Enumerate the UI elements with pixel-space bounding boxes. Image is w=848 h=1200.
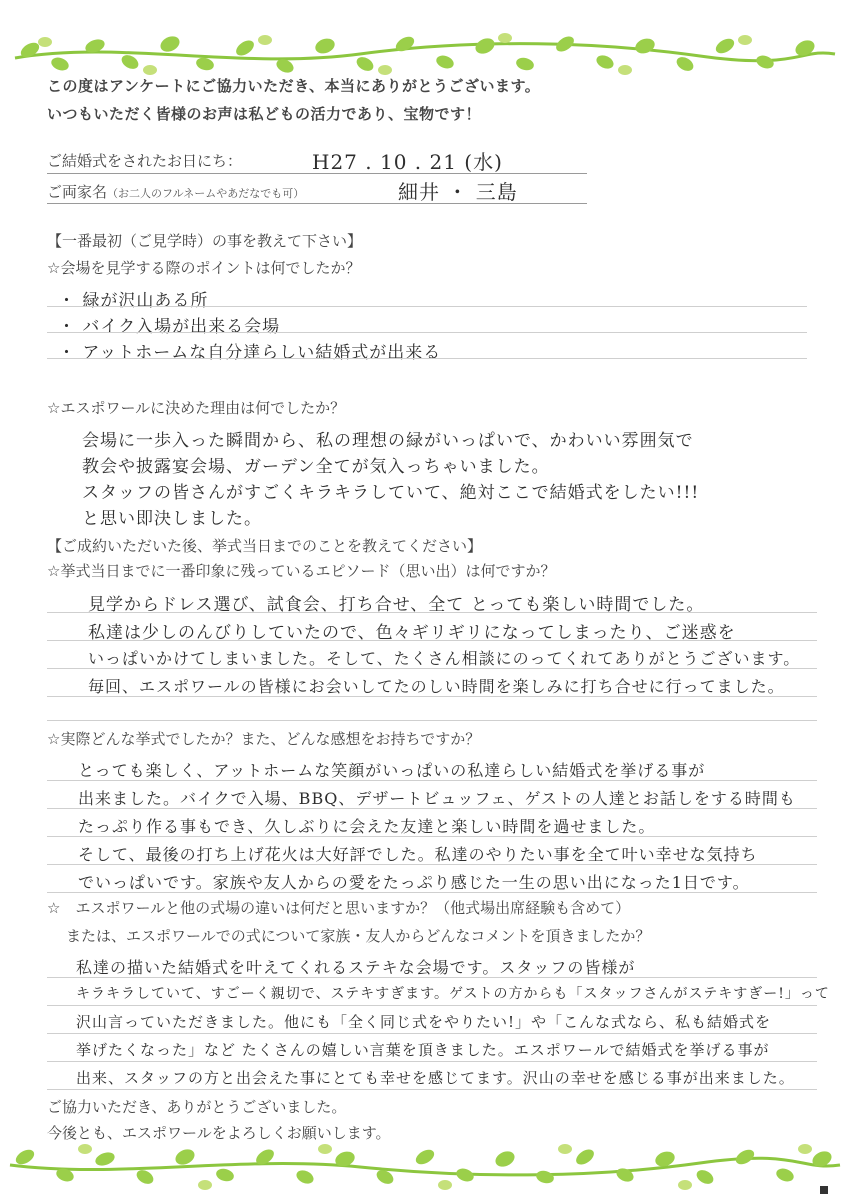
answer-rule bbox=[47, 640, 817, 641]
section2-question-3a: ☆ エスポワールと他の式場の違いは何だと思いますか？（他式場出席経験も含めて） bbox=[47, 899, 631, 917]
answer-rule bbox=[47, 1033, 817, 1034]
answer-line: 出来、スタッフの方と出会えた事にとても幸せを感じてます。沢山の幸せを感じる事が出来ました。 bbox=[76, 1069, 795, 1087]
answer-rule bbox=[47, 1061, 817, 1062]
section2-question-2: ☆実際どんな挙式でしたか？また、どんな感想をお持ちですか？ bbox=[47, 730, 481, 748]
family-underline bbox=[47, 203, 587, 204]
answer-rule bbox=[47, 696, 817, 697]
answer-rule bbox=[47, 836, 817, 837]
answer-line: スタッフの皆さんがすごくキラキラしていて、絶対ここで結婚式をしたい!!! bbox=[82, 483, 700, 503]
answer-rule bbox=[47, 332, 807, 333]
answer-line: 会場に一歩入った瞬間から、私の理想の緑がいっぱいで、かわいい雰囲気で bbox=[82, 431, 694, 451]
answer-rule bbox=[47, 306, 807, 307]
answer-line: 毎回、エスポワールの皆様にお会いしてたのしい時間を楽しみに打ち合せに行ってました。 bbox=[88, 677, 785, 696]
answer-rule bbox=[47, 892, 817, 893]
answer-rule bbox=[47, 780, 817, 781]
wedding-date-label: ご結婚式をされたお日にち： bbox=[47, 152, 243, 170]
footer-line-2: 今後とも、エスポワールをよろしくお願いします。 bbox=[47, 1124, 391, 1142]
answer-line: でいっぱいです。家族や友人からの愛をたっぷり感じた一生の思い出になった1日です。 bbox=[78, 873, 750, 892]
answer-rule bbox=[47, 668, 817, 669]
family-name-label-text: ご両家名 bbox=[47, 183, 108, 201]
footer-line-1: ご協力いただき、ありがとうございました。 bbox=[47, 1098, 347, 1116]
wedding-date-value: H27 . 10 . 21 (水) bbox=[312, 150, 503, 174]
answer-line: たっぷり作る事もでき、久しぶりに会えた友達と楽しい時間を過せました。 bbox=[78, 817, 656, 836]
family-name-label bbox=[47, 181, 304, 202]
intro-line-1: この度はアンケートにご協力いただき、本当にありがとうございます。 bbox=[47, 77, 541, 95]
answer-line: 見学からドレス選び、試食会、打ち合せ、全て とっても楽しい時間でした。 bbox=[88, 595, 705, 615]
family-name-note: （お二人のフルネームやあだなでも可） bbox=[107, 187, 305, 200]
section1-title: 【一番最初（ご見学時）の事を教えて下さい】 bbox=[47, 232, 363, 250]
section1-question-2: ☆エスポワールに決めた理由は何でしたか？ bbox=[47, 399, 346, 417]
answer-line: とっても楽しく、アットホームな笑顔がいっぱいの私達らしい結婚式を挙げる事が bbox=[78, 761, 706, 780]
section2-question-1: ☆挙式当日までに一番印象に残っているエピソード（思い出）は何ですか？ bbox=[47, 562, 556, 580]
date-underline bbox=[47, 173, 587, 174]
section1-question-1: ☆会場を見学する際のポイントは何でしたか？ bbox=[47, 259, 361, 277]
answer-line: ・ バイク入場が出来る会場 bbox=[58, 317, 281, 337]
answer-line: 沢山言っていただきました。他にも「全く同じ式をやりたい!」や「こんな式なら、私も結婚式を bbox=[76, 1013, 772, 1031]
answer-line: ・ アットホームな自分達らしい結婚式が出来る bbox=[58, 343, 442, 363]
answer-line: 私達の描いた結婚式を叶えてくれるステキな会場です。スタッフの皆様が bbox=[76, 958, 636, 977]
answer-rule bbox=[47, 864, 817, 865]
answer-rule bbox=[47, 1005, 817, 1006]
answer-line: 出来ました。バイクで入場、BBQ、デザートビュッフェ、ゲストの人達とお話しをする時間も bbox=[78, 789, 796, 808]
answer-line: キラキラしていて、すごーく親切で、ステキすぎます。ゲストの方からも「スタッフさんがステキすぎー!」って bbox=[76, 986, 830, 1002]
answer-line: 私達は少しのんびりしていたので、色々ギリギリになってしまったり、ご迷惑を bbox=[88, 623, 736, 643]
answer-rule bbox=[47, 612, 817, 613]
corner-mark bbox=[820, 1186, 828, 1194]
bottom-vine-decoration bbox=[0, 1135, 848, 1195]
answer-rule bbox=[47, 358, 807, 359]
answer-rule bbox=[47, 808, 817, 809]
answer-rule bbox=[47, 977, 817, 978]
top-vine-decoration bbox=[0, 20, 848, 80]
answer-line: ・ 緑が沢山ある所 bbox=[58, 291, 209, 311]
family-name-value: 細井 ・ 三島 bbox=[398, 180, 518, 204]
answer-line: と思い即決しました。 bbox=[82, 509, 262, 529]
intro-line-2: いつもいただく皆様のお声は私どもの活力であり、宝物です！ bbox=[47, 105, 482, 123]
section2-title: 【ご成約いただいた後、挙式当日までのことを教えてください】 bbox=[47, 537, 483, 555]
answer-line: そして、最後の打ち上げ花火は大好評でした。私達のやりたい事を全て叶い幸せな気持ち bbox=[78, 845, 758, 864]
answer-line: いっぱいかけてしまいました。そして、たくさん相談にのってくれてありがとうございます。 bbox=[88, 649, 801, 668]
answer-rule bbox=[47, 1089, 817, 1090]
answer-line: 挙げたくなった」など たくさんの嬉しい言葉を頂きました。エスポワールで結婚式を挙げる事が bbox=[76, 1041, 770, 1059]
answer-line: 教会や披露宴会場、ガーデン全てが気入っちゃいました。 bbox=[82, 457, 550, 477]
answer-rule bbox=[47, 720, 817, 721]
section2-question-3b: または、エスポワールでの式について家族・友人からどんなコメントを頂きましたか？ bbox=[66, 927, 651, 945]
